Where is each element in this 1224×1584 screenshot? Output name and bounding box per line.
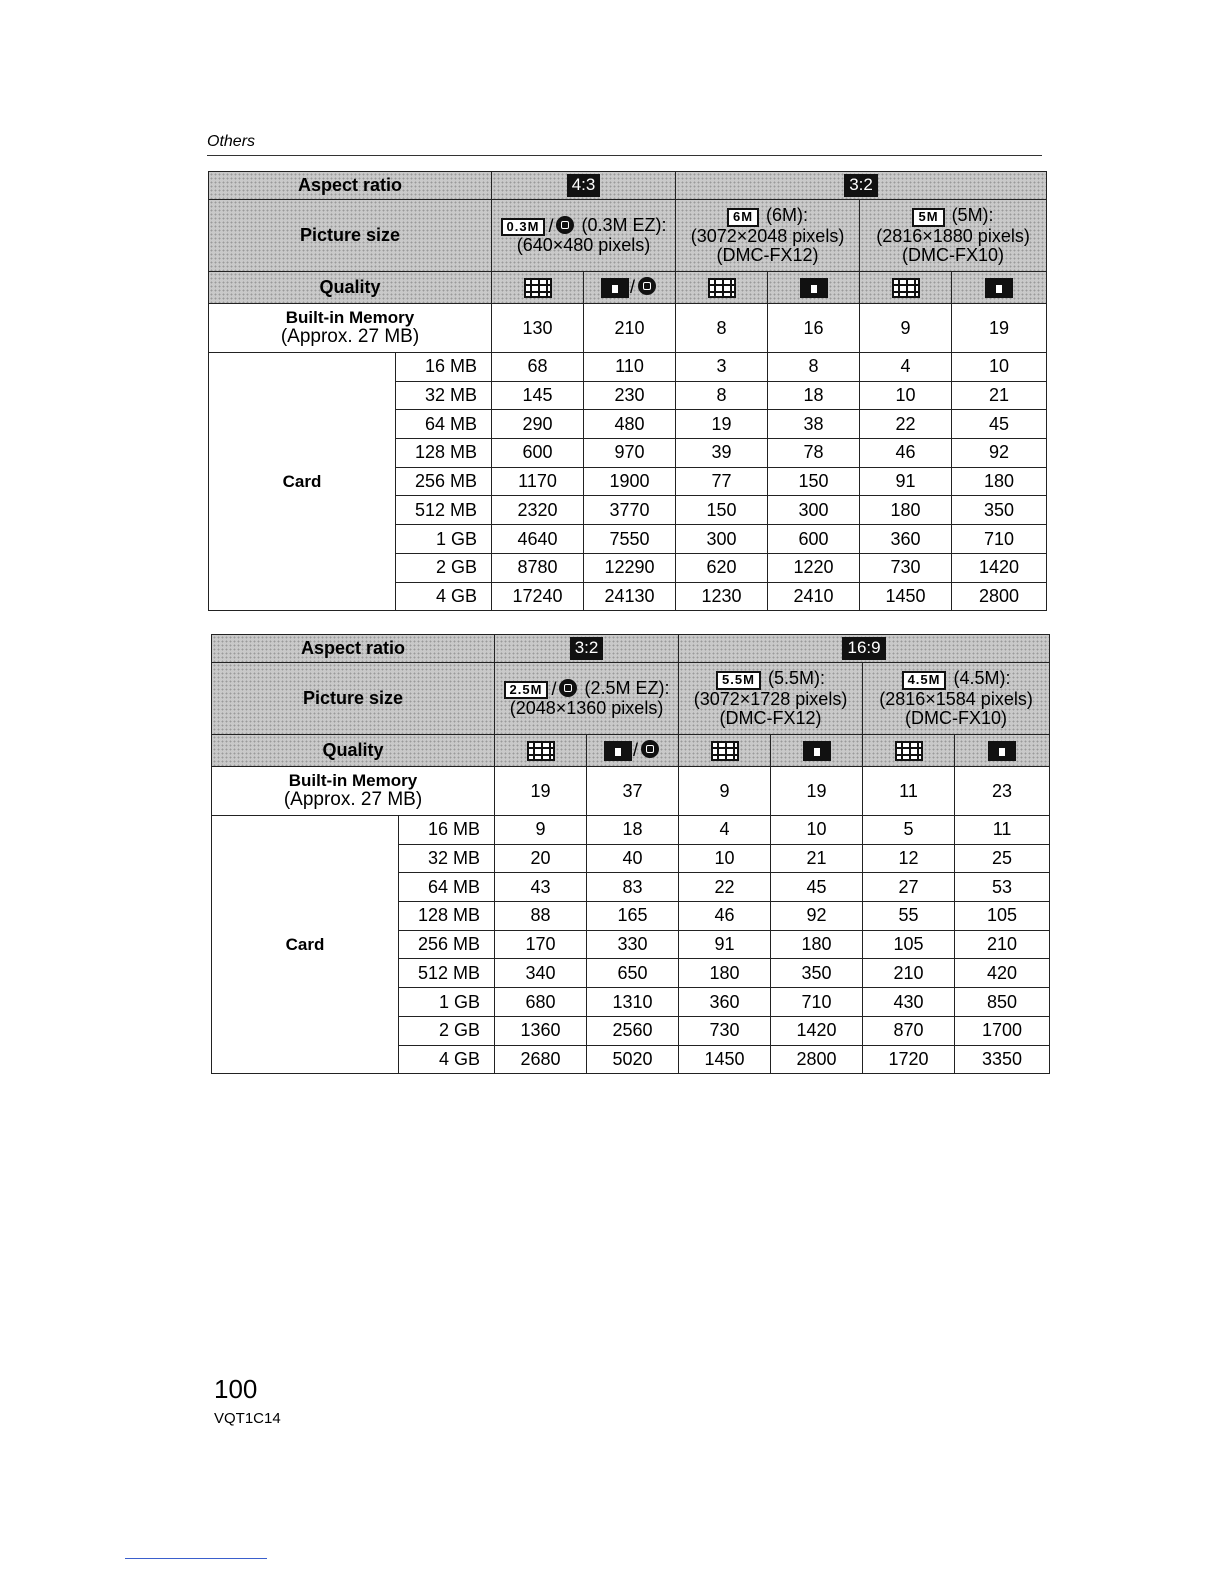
slash-separator: /	[551, 678, 557, 699]
card-capacity-value: 25	[955, 844, 1050, 873]
quality-row	[212, 735, 1050, 767]
card-capacity-value: 12	[863, 844, 955, 873]
card-capacity-value: 91	[679, 930, 771, 959]
picture-size-mode: (2.5M EZ):	[584, 677, 670, 698]
card-capacity-value: 730	[860, 553, 952, 582]
card-text: Card	[285, 935, 325, 955]
aspect-ratio-text: Aspect ratio	[300, 638, 406, 659]
quality-standard-icon	[604, 741, 632, 761]
card-size: 512 MB	[399, 959, 495, 988]
aspect-ratio-col1	[492, 172, 676, 200]
card-capacity-value: 1420	[952, 553, 1047, 582]
picture-size-line	[860, 206, 1046, 226]
card-label	[212, 816, 399, 1074]
card-capacity-value: 46	[860, 439, 952, 468]
card-capacity-value: 21	[952, 381, 1047, 410]
picture-size-icon: 0.3M	[501, 218, 546, 236]
card-capacity-value: 3350	[955, 1045, 1050, 1074]
picture-size-cell	[492, 200, 676, 272]
card-capacity-value: 55	[863, 902, 955, 931]
picture-size-pixels: (640×480 pixels)	[516, 235, 651, 256]
picture-size-label	[209, 200, 492, 272]
card-size: 32 MB	[399, 844, 495, 873]
card-size: 64 MB	[399, 873, 495, 902]
card-capacity-value: 45	[952, 410, 1047, 439]
card-size: 256 MB	[399, 930, 495, 959]
picture-size-model: (DMC-FX12)	[716, 244, 819, 265]
card-size: 4 GB	[399, 1045, 495, 1074]
picture-size-pixels: (3072×1728 pixels)	[693, 688, 848, 709]
picture-size-pixels: (3072×2048 pixels)	[690, 225, 845, 246]
builtin-memory-value: 9	[679, 767, 771, 816]
builtin-memory-value: 210	[584, 304, 676, 353]
card-capacity-value: 480	[584, 410, 676, 439]
card-capacity-value: 145	[492, 381, 584, 410]
card-capacity-value: 180	[771, 930, 863, 959]
card-capacity-value: 7550	[584, 525, 676, 554]
card-capacity-value: 1230	[676, 582, 768, 611]
card-capacity-value: 180	[679, 959, 771, 988]
quality-cell	[584, 272, 676, 304]
extended-zoom-icon	[556, 216, 574, 234]
quality-fine-icon	[711, 741, 739, 761]
card-capacity-value: 360	[860, 525, 952, 554]
extended-zoom-icon	[638, 277, 656, 295]
card-size: 128 MB	[399, 902, 495, 931]
card-capacity-value: 710	[771, 988, 863, 1017]
card-capacity-value: 91	[860, 467, 952, 496]
card-capacity-value: 1170	[492, 467, 584, 496]
card-capacity-value: 8780	[492, 553, 584, 582]
card-capacity-value: 110	[584, 353, 676, 382]
card-capacity-value: 650	[587, 959, 679, 988]
card-capacity-value: 170	[495, 930, 587, 959]
card-capacity-value: 2800	[952, 582, 1047, 611]
builtin-memory-value: 16	[768, 304, 860, 353]
builtin-memory-row	[209, 304, 1047, 353]
card-capacity-value: 3770	[584, 496, 676, 525]
aspect-ratio-badge: 16:9	[842, 637, 885, 660]
card-capacity-value: 300	[768, 496, 860, 525]
aspect-ratio-badge: 3:2	[844, 174, 878, 197]
card-capacity-value: 22	[679, 873, 771, 902]
picture-size-model: (DMC-FX12)	[719, 707, 822, 728]
builtin-memory-value: 23	[955, 767, 1050, 816]
card-capacity-value: 870	[863, 1016, 955, 1045]
quality-cell	[863, 735, 955, 767]
quality-cell	[492, 272, 584, 304]
card-row	[209, 353, 1047, 382]
card-capacity-value: 350	[771, 959, 863, 988]
picture-size-text: Picture size	[302, 688, 404, 709]
card-capacity-value: 68	[492, 353, 584, 382]
card-size: 128 MB	[396, 439, 492, 468]
builtin-memory-title: Built-in Memory	[288, 771, 418, 791]
builtin-memory-value: 19	[771, 767, 863, 816]
card-capacity-value: 165	[587, 902, 679, 931]
card-capacity-value: 53	[955, 873, 1050, 902]
card-capacity-value: 290	[492, 410, 584, 439]
card-size: 1 GB	[396, 525, 492, 554]
quality-cell	[679, 735, 771, 767]
card-capacity-value: 600	[768, 525, 860, 554]
card-capacity-value: 300	[676, 525, 768, 554]
aspect-ratio-col2	[679, 635, 1050, 663]
quality-standard-icon	[803, 741, 831, 761]
card-capacity-value: 18	[768, 381, 860, 410]
card-capacity-value: 20	[495, 844, 587, 873]
slash-separator: /	[548, 215, 554, 236]
card-capacity-value: 8	[676, 381, 768, 410]
picture-size-mode: (6M):	[766, 205, 809, 226]
builtin-memory-row	[212, 767, 1050, 816]
card-capacity-value: 17240	[492, 582, 584, 611]
card-capacity-value: 4	[860, 353, 952, 382]
section-header: Others	[207, 133, 1042, 156]
card-size: 16 MB	[396, 353, 492, 382]
quality-cell	[952, 272, 1047, 304]
quality-standard-icon	[601, 278, 629, 298]
card-capacity-value: 19	[676, 410, 768, 439]
card-capacity-value: 10	[952, 353, 1047, 382]
card-capacity-value: 18	[587, 816, 679, 845]
builtin-memory-value: 8	[676, 304, 768, 353]
card-capacity-value: 210	[863, 959, 955, 988]
aspect-ratio-badge: 3:2	[570, 637, 604, 660]
card-capacity-value: 210	[955, 930, 1050, 959]
extended-zoom-icon	[641, 740, 659, 758]
card-capacity-value: 1720	[863, 1045, 955, 1074]
card-size: 2 GB	[396, 553, 492, 582]
quality-cell	[676, 272, 768, 304]
picture-size-model: (DMC-FX10)	[902, 244, 1005, 265]
card-capacity-value: 710	[952, 525, 1047, 554]
slash-separator: /	[633, 740, 639, 761]
picture-size-label	[212, 663, 495, 735]
capacity-table	[211, 634, 1050, 1074]
builtin-memory-value: 19	[495, 767, 587, 816]
card-capacity-value: 4640	[492, 525, 584, 554]
aspect-ratio-col2	[676, 172, 1047, 200]
quality-fine-icon	[895, 741, 923, 761]
card-capacity-value: 1310	[587, 988, 679, 1017]
card-size: 1 GB	[399, 988, 495, 1017]
picture-size-line	[679, 669, 862, 689]
quality-text: Quality	[319, 277, 381, 298]
card-capacity-value: 45	[771, 873, 863, 902]
aspect-ratio-badge: 4:3	[567, 174, 601, 197]
picture-size-text: Picture size	[299, 225, 401, 246]
builtin-memory-capacity: (Approx. 27 MB)	[283, 788, 423, 810]
card-capacity-value: 430	[863, 988, 955, 1017]
picture-size-mode: (4.5M):	[953, 668, 1011, 689]
card-capacity-value: 21	[771, 844, 863, 873]
card-size: 64 MB	[396, 410, 492, 439]
card-label	[209, 353, 396, 611]
card-capacity-value: 38	[768, 410, 860, 439]
card-capacity-value: 8	[768, 353, 860, 382]
card-capacity-value: 1360	[495, 1016, 587, 1045]
aspect-row	[212, 635, 1050, 663]
picture-size-line	[492, 216, 675, 236]
picture-size-icon: 6M	[727, 208, 759, 226]
card-capacity-value: 340	[495, 959, 587, 988]
card-capacity-value: 11	[955, 816, 1050, 845]
builtin-memory-value: 19	[952, 304, 1047, 353]
card-capacity-value: 39	[676, 439, 768, 468]
picture-size-icon: 5M	[912, 208, 944, 226]
builtin-memory-capacity: (Approx. 27 MB)	[280, 325, 420, 347]
picture-size-cell	[863, 663, 1050, 735]
card-capacity-value: 3	[676, 353, 768, 382]
picture-size-cell	[495, 663, 679, 735]
card-size: 256 MB	[396, 467, 492, 496]
aspect-ratio-col1	[495, 635, 679, 663]
builtin-memory-value: 11	[863, 767, 955, 816]
picture-size-icon: 2.5M	[504, 681, 549, 699]
card-capacity-value: 46	[679, 902, 771, 931]
picture-size-row	[212, 663, 1050, 735]
card-capacity-value: 2410	[768, 582, 860, 611]
capacity-table	[208, 171, 1047, 611]
quality-label	[209, 272, 492, 304]
card-capacity-value: 43	[495, 873, 587, 902]
card-capacity-value: 1700	[955, 1016, 1050, 1045]
card-capacity-value: 92	[952, 439, 1047, 468]
aspect-row	[209, 172, 1047, 200]
picture-size-pixels: (2816×1584 pixels)	[879, 688, 1033, 709]
card-capacity-value: 4	[679, 816, 771, 845]
card-capacity-value: 77	[676, 467, 768, 496]
card-capacity-value: 105	[863, 930, 955, 959]
builtin-memory-label	[209, 304, 492, 353]
card-capacity-value: 2560	[587, 1016, 679, 1045]
card-capacity-value: 2680	[495, 1045, 587, 1074]
card-capacity-value: 350	[952, 496, 1047, 525]
picture-size-model: (DMC-FX10)	[905, 707, 1008, 728]
builtin-memory-value: 130	[492, 304, 584, 353]
card-capacity-value: 1450	[860, 582, 952, 611]
card-capacity-value: 180	[952, 467, 1047, 496]
builtin-memory-value: 37	[587, 767, 679, 816]
card-capacity-value: 9	[495, 816, 587, 845]
quality-row	[209, 272, 1047, 304]
quality-cell	[860, 272, 952, 304]
picture-size-mode: (5M):	[951, 205, 994, 226]
builtin-memory-label	[212, 767, 495, 816]
card-capacity-value: 78	[768, 439, 860, 468]
quality-fine-icon	[527, 741, 555, 761]
card-row	[212, 816, 1050, 845]
card-capacity-value: 1450	[679, 1045, 771, 1074]
picture-size-row	[209, 200, 1047, 272]
picture-size-mode: (5.5M):	[767, 668, 825, 689]
picture-size-line	[495, 679, 678, 699]
picture-size-line	[676, 206, 859, 226]
card-capacity-value: 10	[860, 381, 952, 410]
card-capacity-value: 40	[587, 844, 679, 873]
card-capacity-value: 970	[584, 439, 676, 468]
picture-size-cell	[679, 663, 863, 735]
picture-size-mode: (0.3M EZ):	[581, 214, 667, 235]
quality-fine-icon	[524, 278, 552, 298]
card-text: Card	[282, 472, 322, 492]
aspect-ratio-text: Aspect ratio	[297, 175, 403, 196]
card-capacity-value: 12290	[584, 553, 676, 582]
card-capacity-value: 150	[768, 467, 860, 496]
card-capacity-value: 360	[679, 988, 771, 1017]
card-size: 32 MB	[396, 381, 492, 410]
card-capacity-value: 600	[492, 439, 584, 468]
picture-size-pixels: (2048×1360 pixels)	[509, 698, 664, 719]
card-capacity-value: 1900	[584, 467, 676, 496]
card-size: 16 MB	[399, 816, 495, 845]
card-capacity-value: 88	[495, 902, 587, 931]
document-code: VQT1C14	[214, 1410, 281, 1427]
quality-cell	[771, 735, 863, 767]
quality-fine-icon	[708, 278, 736, 298]
quality-text: Quality	[322, 740, 384, 761]
card-capacity-value: 10	[679, 844, 771, 873]
card-capacity-value: 850	[955, 988, 1050, 1017]
card-capacity-value: 230	[584, 381, 676, 410]
builtin-memory-title: Built-in Memory	[285, 308, 415, 328]
card-capacity-value: 730	[679, 1016, 771, 1045]
card-capacity-value: 620	[676, 553, 768, 582]
quality-standard-icon	[985, 278, 1013, 298]
picture-size-cell	[860, 200, 1047, 272]
card-size: 512 MB	[396, 496, 492, 525]
picture-size-line	[863, 669, 1049, 689]
card-size: 2 GB	[399, 1016, 495, 1045]
picture-size-icon: 4.5M	[902, 671, 947, 689]
card-capacity-value: 92	[771, 902, 863, 931]
aspect-ratio-label	[209, 172, 492, 200]
card-capacity-value: 1220	[768, 553, 860, 582]
card-capacity-value: 1420	[771, 1016, 863, 1045]
quality-cell	[587, 735, 679, 767]
card-capacity-value: 5020	[587, 1045, 679, 1074]
card-capacity-value: 2320	[492, 496, 584, 525]
footnote-line	[125, 1558, 267, 1559]
quality-cell	[955, 735, 1050, 767]
card-capacity-value: 105	[955, 902, 1050, 931]
quality-label	[212, 735, 495, 767]
card-size: 4 GB	[396, 582, 492, 611]
builtin-memory-value: 9	[860, 304, 952, 353]
card-capacity-value: 150	[676, 496, 768, 525]
page-number: 100	[214, 1374, 258, 1404]
quality-cell	[768, 272, 860, 304]
card-capacity-value: 420	[955, 959, 1050, 988]
card-capacity-value: 5	[863, 816, 955, 845]
quality-standard-icon	[988, 741, 1016, 761]
card-capacity-value: 180	[860, 496, 952, 525]
card-capacity-value: 2800	[771, 1045, 863, 1074]
extended-zoom-icon	[559, 679, 577, 697]
picture-size-pixels: (2816×1880 pixels)	[876, 225, 1030, 246]
quality-standard-icon	[800, 278, 828, 298]
picture-size-icon: 5.5M	[716, 671, 761, 689]
card-capacity-value: 27	[863, 873, 955, 902]
quality-cell	[495, 735, 587, 767]
slash-separator: /	[630, 277, 636, 298]
card-capacity-value: 10	[771, 816, 863, 845]
aspect-ratio-label	[212, 635, 495, 663]
card-capacity-value: 22	[860, 410, 952, 439]
picture-size-cell	[676, 200, 860, 272]
card-capacity-value: 24130	[584, 582, 676, 611]
card-capacity-value: 330	[587, 930, 679, 959]
card-capacity-value: 680	[495, 988, 587, 1017]
quality-fine-icon	[892, 278, 920, 298]
card-capacity-value: 83	[587, 873, 679, 902]
